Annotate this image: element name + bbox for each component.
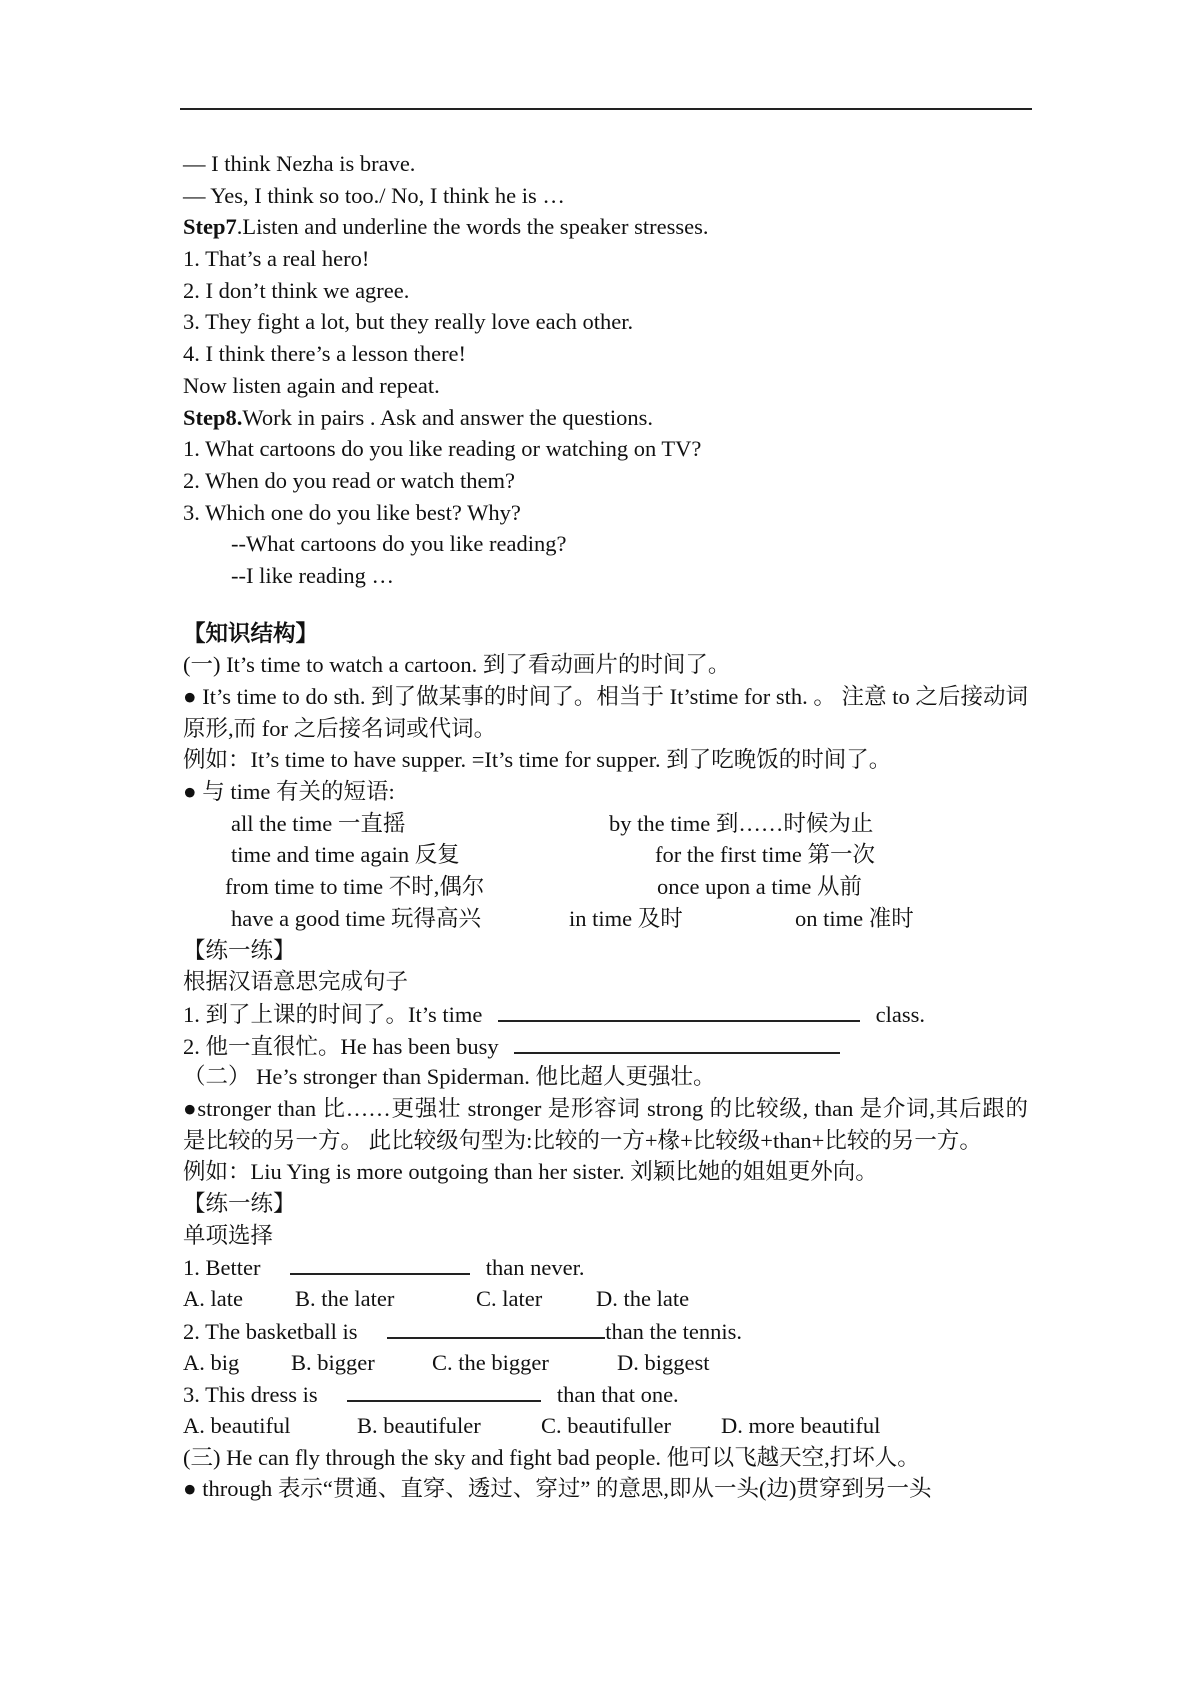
practice-heading: 【练一练】 xyxy=(183,937,296,963)
phrase-row xyxy=(183,903,1028,935)
question-text: class. xyxy=(875,1001,925,1027)
phrase: once upon a time 从前 xyxy=(657,874,862,900)
step7-heading xyxy=(183,211,1028,243)
phrase: all the time 一直摇 xyxy=(231,810,406,836)
step8-heading xyxy=(183,402,1028,434)
step8-item: 3. Which one do you like best? Why? xyxy=(183,499,521,525)
phrase-row xyxy=(183,808,1028,840)
option[interactable]: A. big xyxy=(183,1349,240,1375)
mc-question xyxy=(183,1315,1028,1347)
document-body xyxy=(183,148,1028,1505)
question-text: than never. xyxy=(485,1255,585,1281)
answer-blank[interactable] xyxy=(290,1251,470,1275)
step8-item: 1. What cartoons do you like reading or watching on TV? xyxy=(183,436,702,462)
step7-item: 4. I think there’s a lesson there! xyxy=(183,341,467,367)
question-text: than the tennis. xyxy=(605,1318,743,1344)
step7-item: 3. They fight a lot, but they really love each other. xyxy=(183,309,634,335)
step8-dialog: --What cartoons do you like reading? xyxy=(231,531,567,557)
knowledge-heading xyxy=(183,618,1028,650)
mc-question xyxy=(183,1251,1028,1283)
step8-label: Step8. xyxy=(183,404,243,430)
option[interactable]: D. more beautiful xyxy=(721,1412,881,1438)
step8-item: 2. When do you read or watch them? xyxy=(183,467,515,493)
question-text: 1. Better xyxy=(183,1255,261,1281)
knowledge-heading-text: 【知识结构】 xyxy=(183,620,319,646)
part3-title: (三) He can fly through the sky and fight bad people. 他可以飞越天空,打坏人。 xyxy=(183,1444,920,1470)
mc-options xyxy=(183,1410,1028,1442)
part2-bullet: ●stronger than 比……更强壮 stronger 是形容词 strong 的比较级, than 是介词,其后跟的是比较的另一方。 此比较级句型为:比较的一方+椽+比较级+than+比较的另一方。 xyxy=(183,1095,1028,1153)
step7-item: 1. That’s a real hero! xyxy=(183,246,370,272)
spacer xyxy=(183,592,1028,618)
phrase: from time to time 不时,偶尔 xyxy=(225,874,485,900)
answer-blank[interactable] xyxy=(347,1378,541,1402)
option[interactable]: A. beautiful xyxy=(183,1412,291,1438)
step7-item: 2. I don’t think we agree. xyxy=(183,277,410,303)
question-text: 2. The basketball is xyxy=(183,1318,358,1344)
phrase: by the time 到……时候为止 xyxy=(609,810,874,836)
option[interactable]: A. late xyxy=(183,1286,243,1312)
header-rule xyxy=(180,108,1032,110)
option[interactable]: B. bigger xyxy=(291,1349,375,1375)
phrase: in time 及时 xyxy=(569,905,683,931)
phrase-row xyxy=(183,871,1028,903)
practice-instruction: 根据汉语意思完成句子 xyxy=(183,969,409,995)
option[interactable]: B. beautifuler xyxy=(357,1412,481,1438)
option[interactable]: D. the late xyxy=(596,1286,690,1312)
part2-example: 例如：Liu Ying is more outgoing than her sister. 刘颖比她的姐姐更外向。 xyxy=(183,1159,878,1185)
phrase: time and time again 反复 xyxy=(231,842,460,868)
question-text: than that one. xyxy=(556,1382,679,1408)
question-text: 1. 到了上课的时间了。It’s time xyxy=(183,1001,483,1027)
phrase: have a good time 玩得高兴 xyxy=(231,905,481,931)
step8-dialog: --I like reading … xyxy=(231,562,395,588)
option[interactable]: B. the later xyxy=(295,1286,395,1312)
answer-blank[interactable] xyxy=(514,1030,840,1054)
question-text: 2. 他一直很忙。He has been busy xyxy=(183,1033,499,1059)
part1-bullet: ● It’s time to do sth. 到了做某事的时间了。相当于 It’stime for sth. 。 注意 to 之后接动词原形,而 for 之后接名词或代词。 xyxy=(183,684,1028,741)
phrase: on time 准时 xyxy=(795,905,914,931)
step8-text: Work in pairs . Ask and answer the questions. xyxy=(242,404,654,430)
option[interactable]: C. beautifuller xyxy=(541,1412,671,1438)
practice-question xyxy=(183,1030,1028,1062)
part2-title: （二） He’s stronger than Spiderman. 他比超人更强壮。 xyxy=(183,1064,716,1090)
option[interactable]: C. the bigger xyxy=(432,1349,549,1375)
practice-instruction: 单项选择 xyxy=(183,1222,274,1248)
step7-text: .Listen and underline the words the speaker stresses. xyxy=(236,214,709,240)
part1-bullet-phrases: ● 与 time 有关的短语: xyxy=(183,779,395,805)
step7-label: Step7 xyxy=(183,214,237,240)
dialog-line: — Yes, I think so too./ No, I think he is … xyxy=(183,182,565,208)
mc-options xyxy=(183,1347,1028,1379)
question-text: 3. This dress is xyxy=(183,1382,318,1408)
mc-options xyxy=(183,1283,1028,1315)
phrase: for the first time 第一次 xyxy=(655,842,875,868)
part1-title: (一) It’s time to watch a cartoon. 到了看动画片的时间了。 xyxy=(183,652,731,678)
option[interactable]: C. later xyxy=(476,1286,543,1312)
mc-question xyxy=(183,1378,1028,1410)
part3-bullet: ● through 表示“贯通、直穿、透过、穿过” 的意思,即从一头(边)贯穿到另一头 xyxy=(183,1476,932,1502)
answer-blank[interactable] xyxy=(498,998,860,1022)
answer-blank[interactable] xyxy=(387,1315,605,1339)
practice-heading: 【练一练】 xyxy=(183,1191,296,1217)
option[interactable]: D. biggest xyxy=(617,1349,710,1375)
dialog-line: — I think Nezha is brave. xyxy=(183,151,416,176)
step7-after: Now listen again and repeat. xyxy=(183,372,440,398)
practice-question xyxy=(183,998,1028,1030)
phrase-row xyxy=(183,839,1028,871)
part1-example: 例如：It’s time to have supper. =It’s time for supper. 到了吃晚饭的时间了。 xyxy=(183,747,892,773)
